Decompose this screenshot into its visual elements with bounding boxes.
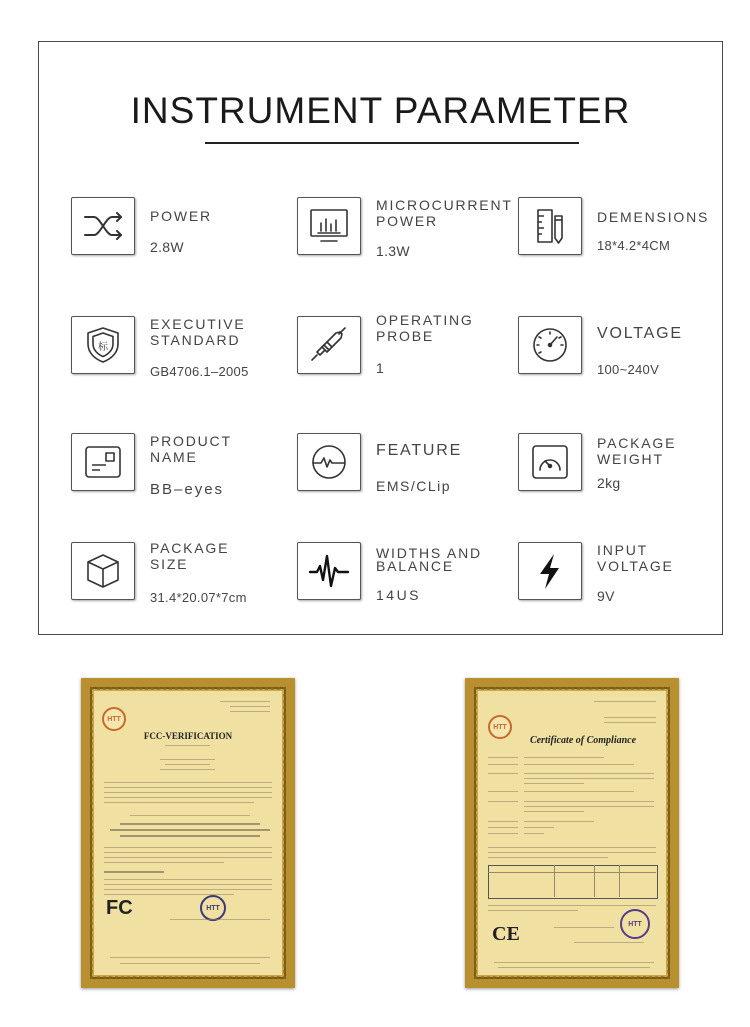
param-value: 14US xyxy=(376,587,422,603)
param-label: VOLTAGE xyxy=(597,325,683,342)
param-executive-standard xyxy=(71,316,281,386)
param-value: 18*4.2*4CM xyxy=(597,238,671,253)
svg-text:标: 标 xyxy=(98,342,108,353)
param-input-voltage xyxy=(518,542,728,612)
param-value: GB4706.1–2005 xyxy=(150,364,249,379)
param-value: 1.3W xyxy=(376,243,410,259)
ruler-pencil-icon xyxy=(518,197,582,255)
ce-logo-icon: CE xyxy=(492,923,520,945)
param-label: INPUT VOLTAGE xyxy=(597,542,674,574)
param-value: 31.4*20.07*7cm xyxy=(150,590,247,605)
param-value: EMS/CLip xyxy=(376,478,452,494)
lightning-icon xyxy=(518,542,582,600)
param-product-name xyxy=(71,433,281,503)
probe-icon xyxy=(297,316,361,374)
page-title: INSTRUMENT PARAMETER xyxy=(130,90,631,131)
heartbeat-icon xyxy=(297,542,361,600)
shield-standard-icon xyxy=(71,316,135,374)
htt-logo-icon: HTT xyxy=(102,707,126,731)
param-value: 2.8W xyxy=(150,239,184,255)
param-microcurrent-power xyxy=(297,197,513,267)
param-label: DEMENSIONS xyxy=(597,209,710,225)
param-label: PACKAGE SIZE xyxy=(150,540,230,572)
param-label: POWER xyxy=(150,208,212,224)
monitor-chart-icon xyxy=(297,197,361,255)
id-card-icon xyxy=(71,433,135,491)
box-icon xyxy=(71,542,135,600)
param-voltage xyxy=(518,316,728,386)
ce-certificate xyxy=(465,678,679,988)
param-label: FEATURE xyxy=(376,442,463,459)
param-label: PACKAGE WEIGHT xyxy=(597,435,677,467)
pulse-circle-icon xyxy=(297,433,361,491)
param-operating-probe xyxy=(297,312,507,386)
title-underline xyxy=(205,142,579,144)
gauge-icon xyxy=(518,316,582,374)
param-label: OPERATING PROBE xyxy=(376,312,474,344)
shuffle-icon xyxy=(71,197,135,255)
param-label: MICROCURRENT POWER xyxy=(376,197,513,229)
standards-table xyxy=(488,865,658,899)
param-value: 9V xyxy=(597,588,615,604)
param-value: 100~240V xyxy=(597,362,660,377)
certificate-title: FCC-VERIFICATION xyxy=(143,731,233,741)
param-demensions xyxy=(518,197,728,267)
scale-icon xyxy=(518,433,582,491)
param-power xyxy=(71,197,281,267)
param-package-size xyxy=(71,542,281,612)
htt-logo-icon: HTT xyxy=(488,715,512,739)
param-package-weight xyxy=(518,433,728,503)
certificate-title: Certificate of Compliance xyxy=(529,735,637,746)
param-value: BB–eyes xyxy=(150,481,225,498)
param-widths-balance xyxy=(297,542,507,612)
parameter-panel xyxy=(38,41,723,635)
param-value: 1 xyxy=(376,360,385,376)
fcc-certificate xyxy=(81,678,295,988)
param-label: EXECUTIVE STANDARD xyxy=(150,316,246,348)
param-label: PRODUCT NAME xyxy=(150,433,232,465)
seal-stamp-icon: HTT xyxy=(620,909,650,939)
param-value: 2kg xyxy=(597,475,621,491)
param-feature xyxy=(297,433,507,503)
fcc-logo-icon: FC xyxy=(106,897,133,919)
param-label: WIDTHS AND BALANCE xyxy=(376,545,482,574)
seal-stamp-icon: HTT xyxy=(200,895,226,921)
